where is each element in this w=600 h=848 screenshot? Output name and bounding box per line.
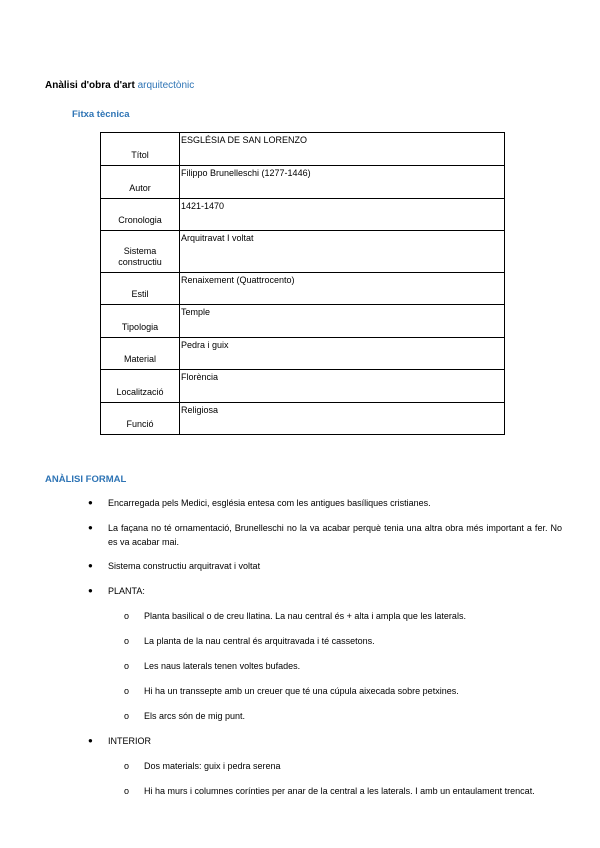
sub-list-item xyxy=(124,709,562,723)
row-value: Pedra i guix xyxy=(180,338,505,370)
sub-list-item-text: Hi ha un transsepte amb un creuer que té una cúpula aixecada sobre petxines. xyxy=(144,686,459,696)
list-item xyxy=(88,496,562,510)
table-row xyxy=(101,166,505,199)
table-row xyxy=(101,133,505,166)
sub-list-item xyxy=(124,659,562,673)
row-value: Renaixement (Quattrocento) xyxy=(180,273,505,305)
row-value: Temple xyxy=(180,305,505,338)
fitxa-tecnica-table xyxy=(100,132,505,435)
list-item xyxy=(88,734,562,748)
document-title-main: Anàlisi d'obra d'art xyxy=(45,80,138,91)
sub-bullet-icon: o xyxy=(124,761,130,771)
sub-list-item-text: Planta basilical o de creu llatina. La nau central és + alta i ampla que les laterals. xyxy=(144,611,466,621)
sub-bullet-icon: o xyxy=(124,786,130,796)
list-item xyxy=(88,584,562,598)
table-row xyxy=(101,231,505,273)
list-item-text: INTERIOR xyxy=(108,736,152,746)
list-item-text: Encarregada pels Medici, església entesa com les antigues basíliques cristianes. xyxy=(108,498,431,508)
list-item-text: La façana no té ornamentació, Brunelleschi no la va acabar perquè tenia una altra obra més important a fer. No es va acabar mai. xyxy=(108,523,562,547)
bullet-icon: ● xyxy=(88,561,93,570)
sub-list-item-text: Hi ha murs i columnes corínties per anar de la central a les laterals. I amb un entaulament trencat. xyxy=(144,786,535,796)
sub-list-item xyxy=(124,684,562,698)
list-item xyxy=(88,521,562,549)
row-value: Arquitravat I voltat xyxy=(180,231,505,273)
row-value: Florència xyxy=(180,370,505,403)
row-label: Estil xyxy=(101,273,180,305)
bullet-icon: ● xyxy=(88,736,93,745)
row-label: Localització xyxy=(101,370,180,403)
table-row xyxy=(101,305,505,338)
row-label: Funció xyxy=(101,403,180,435)
sub-list-item xyxy=(124,784,562,798)
row-label: Material xyxy=(101,338,180,370)
row-label: Tipologia xyxy=(101,305,180,338)
sub-bullet-icon: o xyxy=(124,686,130,696)
table-row xyxy=(101,403,505,435)
analisi-formal-heading: ANÀLISI FORMAL xyxy=(45,474,127,485)
list-item xyxy=(88,559,562,573)
bullet-icon: ● xyxy=(88,523,93,532)
sub-bullet-icon: o xyxy=(124,661,130,671)
row-value: 1421-1470 xyxy=(180,199,505,231)
fitxa-tecnica-heading: Fitxa tècnica xyxy=(72,109,130,120)
document-title xyxy=(45,80,194,91)
row-value: Religiosa xyxy=(180,403,505,435)
sub-list-item xyxy=(124,609,562,623)
sub-list-item-text: Les naus laterals tenen voltes bufades. xyxy=(144,661,301,671)
sub-list-item-text: Dos materials: guix i pedra serena xyxy=(144,761,281,771)
row-label: Sistema constructiu xyxy=(101,231,180,273)
row-value: Filippo Brunelleschi (1277-1446) xyxy=(180,166,505,199)
bullet-icon: ● xyxy=(88,586,93,595)
table-row xyxy=(101,273,505,305)
sub-list-item-text: La planta de la nau central és arquitravada i té cassetons. xyxy=(144,636,375,646)
sub-bullet-icon: o xyxy=(124,636,130,646)
list-item-text: PLANTA: xyxy=(108,586,145,596)
row-label: Cronologia xyxy=(101,199,180,231)
sub-list-item xyxy=(124,634,562,648)
sub-list-item-text: Els arcs són de mig punt. xyxy=(144,711,246,721)
row-label: Autor xyxy=(101,166,180,199)
sub-bullet-icon: o xyxy=(124,611,130,621)
table-row xyxy=(101,370,505,403)
sub-bullet-icon: o xyxy=(124,711,130,721)
row-value: ESGLÉSIA DE SAN LORENZO xyxy=(180,133,505,166)
sub-list-item xyxy=(124,759,562,773)
table-row xyxy=(101,199,505,231)
bullet-icon: ● xyxy=(88,498,93,507)
row-label: Títol xyxy=(101,133,180,166)
table-row xyxy=(101,338,505,370)
document-title-accent: arquitectònic xyxy=(137,80,195,91)
list-item-text: Sistema constructiu arquitravat i voltat xyxy=(108,561,261,571)
